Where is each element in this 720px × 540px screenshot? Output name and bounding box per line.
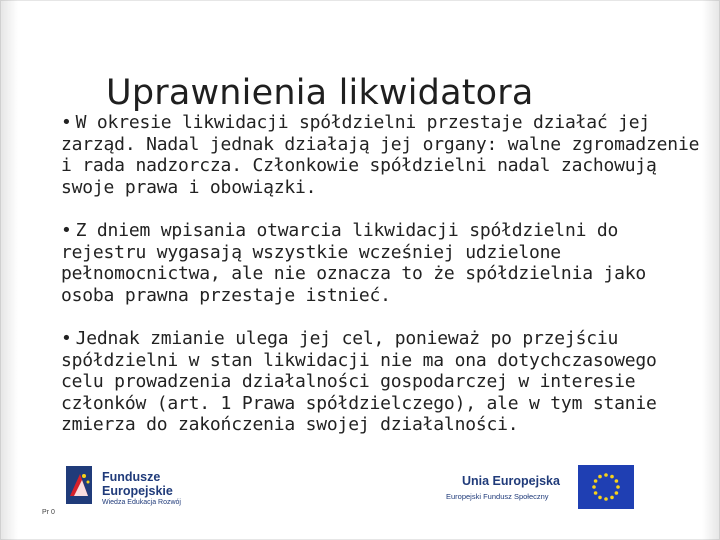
fundusze-europejskie-logo (58, 458, 198, 516)
bullet-icon: • (61, 220, 72, 241)
fe-logo-line3: Wiedza Edukacja Rozwój (102, 499, 181, 506)
paragraph-1 (61, 112, 701, 198)
slide-body (61, 112, 701, 436)
paragraph-3 (61, 328, 701, 436)
footer-small-mark: Pr 0 (42, 509, 55, 516)
fundusze-europejskie-logo-icon (66, 466, 92, 504)
bullet-icon: • (61, 328, 72, 349)
paragraph-2 (61, 220, 701, 306)
bullet-icon: • (61, 112, 72, 133)
fe-logo-line2: Europejskie (102, 484, 173, 498)
fe-logo-line1: Fundusze (102, 470, 161, 484)
slide-title: Uprawnienia likwidatora (106, 73, 534, 113)
paragraph-3-text: Jednak zmianie ulega jej cel, ponieważ po przejściu spółdzielni w stan likwidacji nie ma ona dotychczasowego celu prowadzenia działalności gospodarczej w interesie członków (art. 1 Prawa spółdzielczego), ale w tym stanie zmierza do zakończenia swojej działalności. (61, 328, 657, 435)
slide-shadow-left (0, 0, 18, 540)
slide-shadow-right (702, 0, 720, 540)
eu-logo-line1: Unia Europejska (462, 474, 560, 488)
eu-logo-line2: Europejski Fundusz Społeczny (446, 492, 549, 501)
paragraph-2-text: Z dniem wpisania otwarcia likwidacji spółdzielni do rejestru wygasają wszystkie wcześniej udzielone pełnomocnictwa, ale nie oznacza to że spółdzielnia jako osoba prawna przestaje istnieć. (61, 220, 647, 306)
eu-flag-icon (578, 465, 634, 509)
paragraph-1-text: W okresie likwidacji spółdzielni przestaje działać jej zarząd. Nadal jednak działają jej organy: walne zgromadzenie i rada nadzorcza. Członkowie spółdzielni nadal zachowują swoje prawa i obowiązki. (61, 112, 700, 198)
